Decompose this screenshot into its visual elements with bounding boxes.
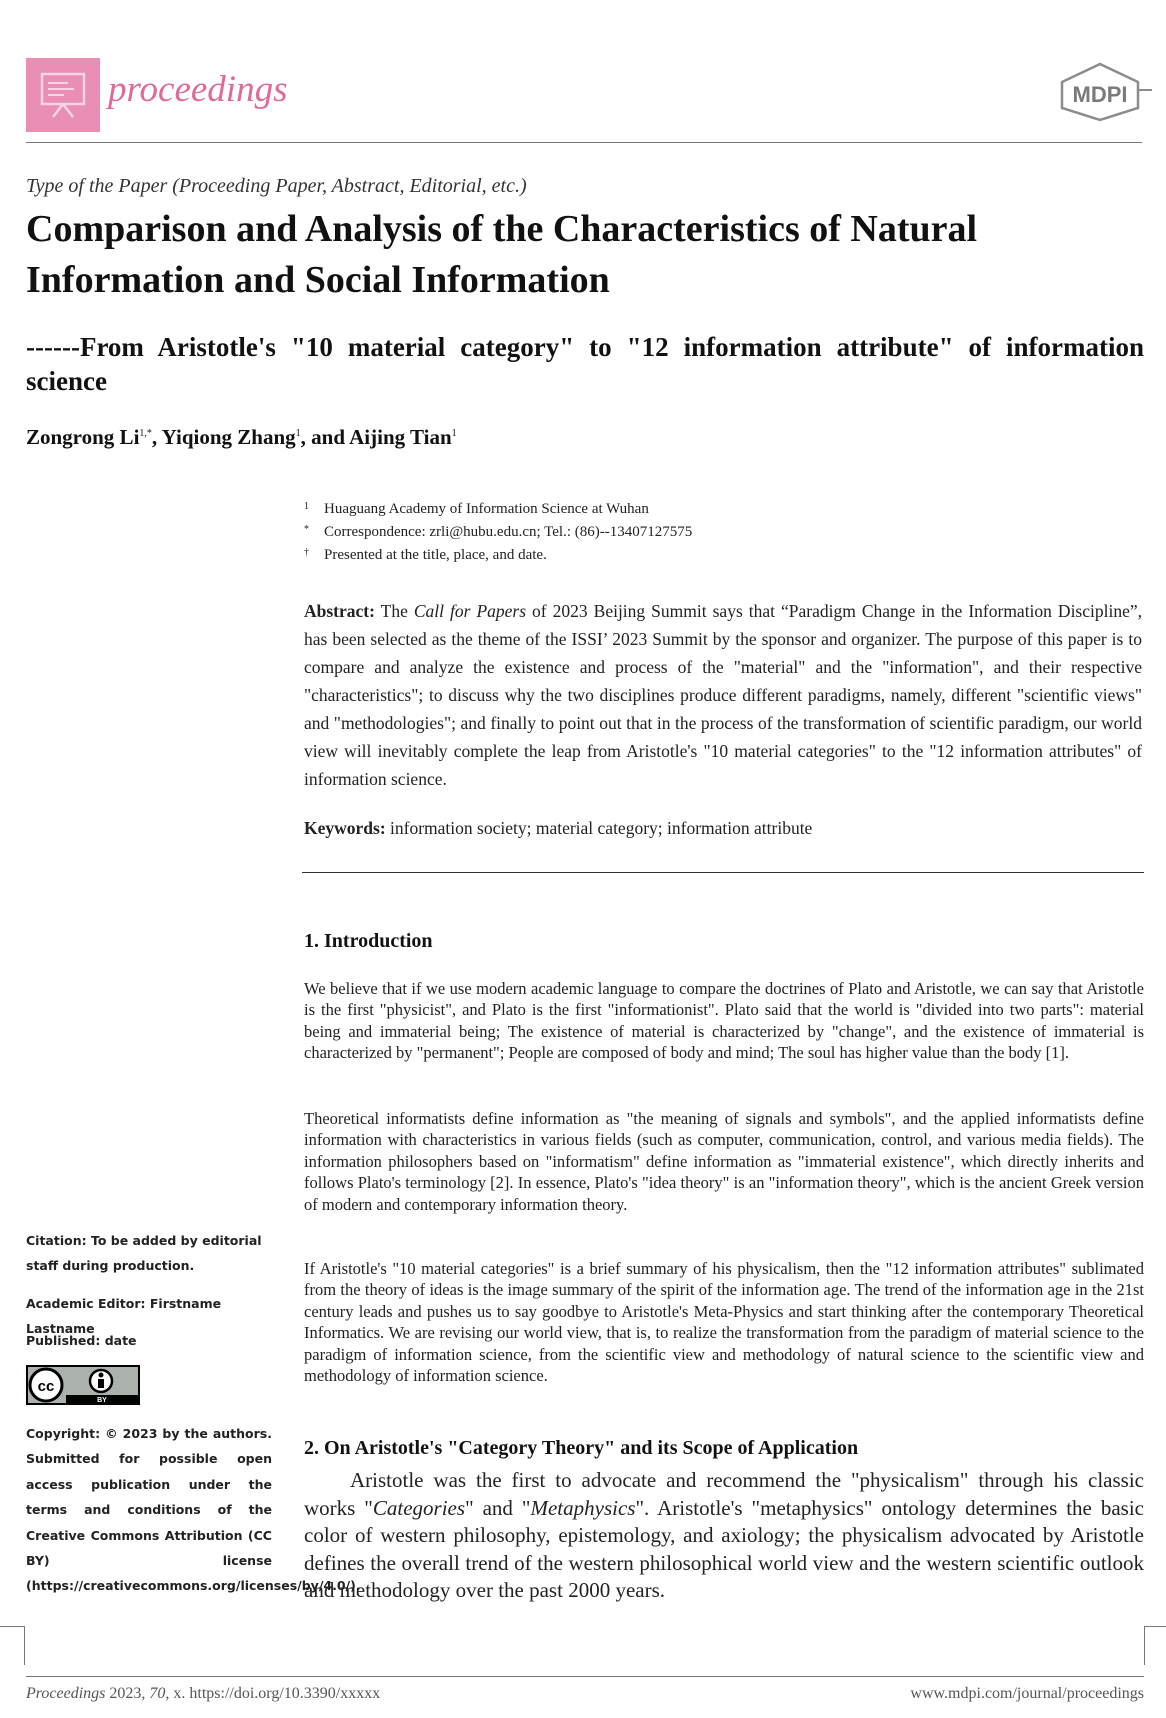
crop-mark	[0, 1626, 25, 1665]
author-separator: , and	[300, 425, 350, 449]
footer-journal-url[interactable]: www.mdpi.com/journal/proceedings	[910, 1685, 1144, 1702]
presented-note: Presented at the title, place, and date.	[324, 547, 547, 563]
work-title: Categories	[372, 1495, 466, 1520]
paper-title: Comparison and Analysis of the Characteristics of Natural Information and Social Information	[26, 208, 978, 301]
footer-citation	[26, 1685, 380, 1703]
body-paragraph: Theoretical informatists define information as "the meaning of signals and symbols", and the applied informatists define information with characteristics in various fields (such as computer, communication, control, and various media fields). The information philosophers based on "informatism" define information as "immaterial existence", which directly inherits and follows Plato's terminology [2]. In essence, Plato's "idea theory" is an "information theory", which is the ancient Greek version of modern and contemporary information theory.	[304, 1109, 1144, 1214]
copyright-notice: Copyright: © 2023 by the authors. Submitted for possible open access publication under the terms and conditions of the Creative Commons Attribution (CC BY) license (https://creativecommons.org/licenses/by/4.0/).	[26, 1426, 361, 1594]
cc-by-license-icon[interactable]	[26, 1365, 140, 1405]
correspondence-text: Correspondence: zrli@hubu.edu.cn; Tel.: (86)--13407127575	[324, 524, 693, 540]
affiliation-item	[304, 547, 547, 564]
affiliation-item	[304, 501, 649, 518]
publisher-label: MDPI	[1072, 82, 1128, 107]
abstract-text: of 2023 Beijing Summit says that “Paradigm Change in the Information Discipline”, has been selected as the theme of the ISSI’ 2023 Summit by the sponsor and organizer. The purpose of this paper is to compare and analyze the existence and process of the "material" and the "information", and their respective "characteristics"; to discuss why the two disciplines produce different paradigms, namely, different "scientific views" and "methodologies"; and finally to point out that in the process of the transformation of scientific paradigm, our world view will inevitably complete the leap from Aristotle's "10 material categories" to the "12 information attributes" of information science.	[304, 601, 1142, 789]
body-paragraph	[304, 1467, 1144, 1605]
author-affil-marker: 1	[451, 428, 457, 439]
footer-rule	[26, 1676, 1144, 1677]
keywords	[304, 818, 812, 839]
academic-editor: Academic Editor: Firstname Lastname	[26, 1296, 222, 1336]
affiliation-marker: †	[304, 547, 309, 558]
paper-type: Type of the Paper (Proceeding Paper, Abstract, Editorial, etc.)	[26, 175, 527, 197]
cc-label: BY	[97, 1397, 107, 1404]
keywords-label: Keywords:	[304, 818, 386, 838]
work-title: Metaphysics	[530, 1495, 636, 1520]
presentation-board-icon	[38, 70, 88, 120]
author-name: Yiqiong Zhang	[161, 425, 296, 449]
author-separator: ,	[151, 425, 162, 449]
affiliation-marker: *	[304, 524, 309, 535]
author-affil-marker: 1,*	[139, 428, 152, 439]
svg-text:cc: cc	[37, 1378, 55, 1395]
author-name: Aijing Tian	[349, 425, 452, 449]
crop-mark	[1144, 1626, 1166, 1665]
section-heading: 2. On Aristotle's "Category Theory" and its Scope of Application	[304, 1437, 859, 1459]
affiliation-marker: 1	[304, 501, 309, 512]
header-rule	[26, 142, 1142, 143]
section-heading: 1. Introduction	[304, 930, 433, 952]
footer-year: 2023,	[105, 1685, 150, 1702]
journal-logo	[26, 58, 100, 132]
journal-name: proceedings	[108, 69, 288, 110]
abstract	[304, 597, 1142, 793]
body-paragraph: If Aristotle's "10 material categories" is a brief summary of his physicalism, then the "12 information attributes" sublimated from the theory of ideas is the image summary of the spirit of the information age. The trend of the information age in the 21st century leads and pushes us to say goodbye to Aristotle's Meta-Physics and start thinking after the contemporary Theoretical Informatics. We are revising our world view, that is, to realize the transformation from the paradigm of material science to the paradigm of information science, from the scientific view and methodology of natural science to the scientific view and methodology of information science.	[304, 1259, 1144, 1386]
author-affil-marker: 1	[295, 428, 301, 439]
published-date: Published: date	[26, 1333, 137, 1348]
abstract-italic: Call for Papers	[413, 601, 527, 621]
author-name: Zongrong Li	[26, 425, 140, 449]
affiliation-text: Huaguang Academy of Information Science at Wuhan	[324, 501, 649, 517]
author-list	[26, 425, 457, 450]
paragraph-text: Aristotle was the first to advocate and recommend the "physicalism" through his classic works "	[304, 1468, 1144, 1520]
body-paragraph: We believe that if we use modern academic language to compare the doctrines of Plato and Aristotle, we can say that Aristotle is the first "physicist", and Plato is the first "informationist". Plato said that the world is "divided into two parts": material being and immaterial being; The existence of material is characterized by "change", and the existence of immaterial is characterized by "permanent"; People are composed of body and mind; The soul has higher value than the body [1].	[304, 979, 1144, 1063]
citation-note: Citation: To be added by editorial staff during production.	[26, 1233, 262, 1273]
keywords-text: information society; material category; information attribute	[385, 818, 813, 838]
paper-subtitle: ------From Aristotle's "10 material category" to "12 information attribute" of information science	[26, 332, 1144, 396]
abstract-rule	[302, 872, 1144, 873]
paragraph-text: " and "	[465, 1495, 531, 1520]
mdpi-logo	[1050, 62, 1152, 122]
affiliation-item	[304, 524, 692, 541]
abstract-lead: The	[374, 601, 414, 621]
footer-journal: Proceedings	[26, 1685, 106, 1702]
abstract-label: Abstract:	[304, 601, 375, 621]
paragraph-text: ". Aristotle's "metaphysics" ontology determines the basic color of western philosophy, epistemology, and axiology; the physicalism advocated by Aristotle defines the overall trend of the western philosophical world view and the western scientific outlook and methodology over the past 2000 years.	[304, 1495, 1145, 1602]
footer-doi-link[interactable]: , x. https://doi.org/10.3390/xxxxx	[165, 1685, 381, 1702]
footer-volume: 70	[149, 1685, 166, 1702]
